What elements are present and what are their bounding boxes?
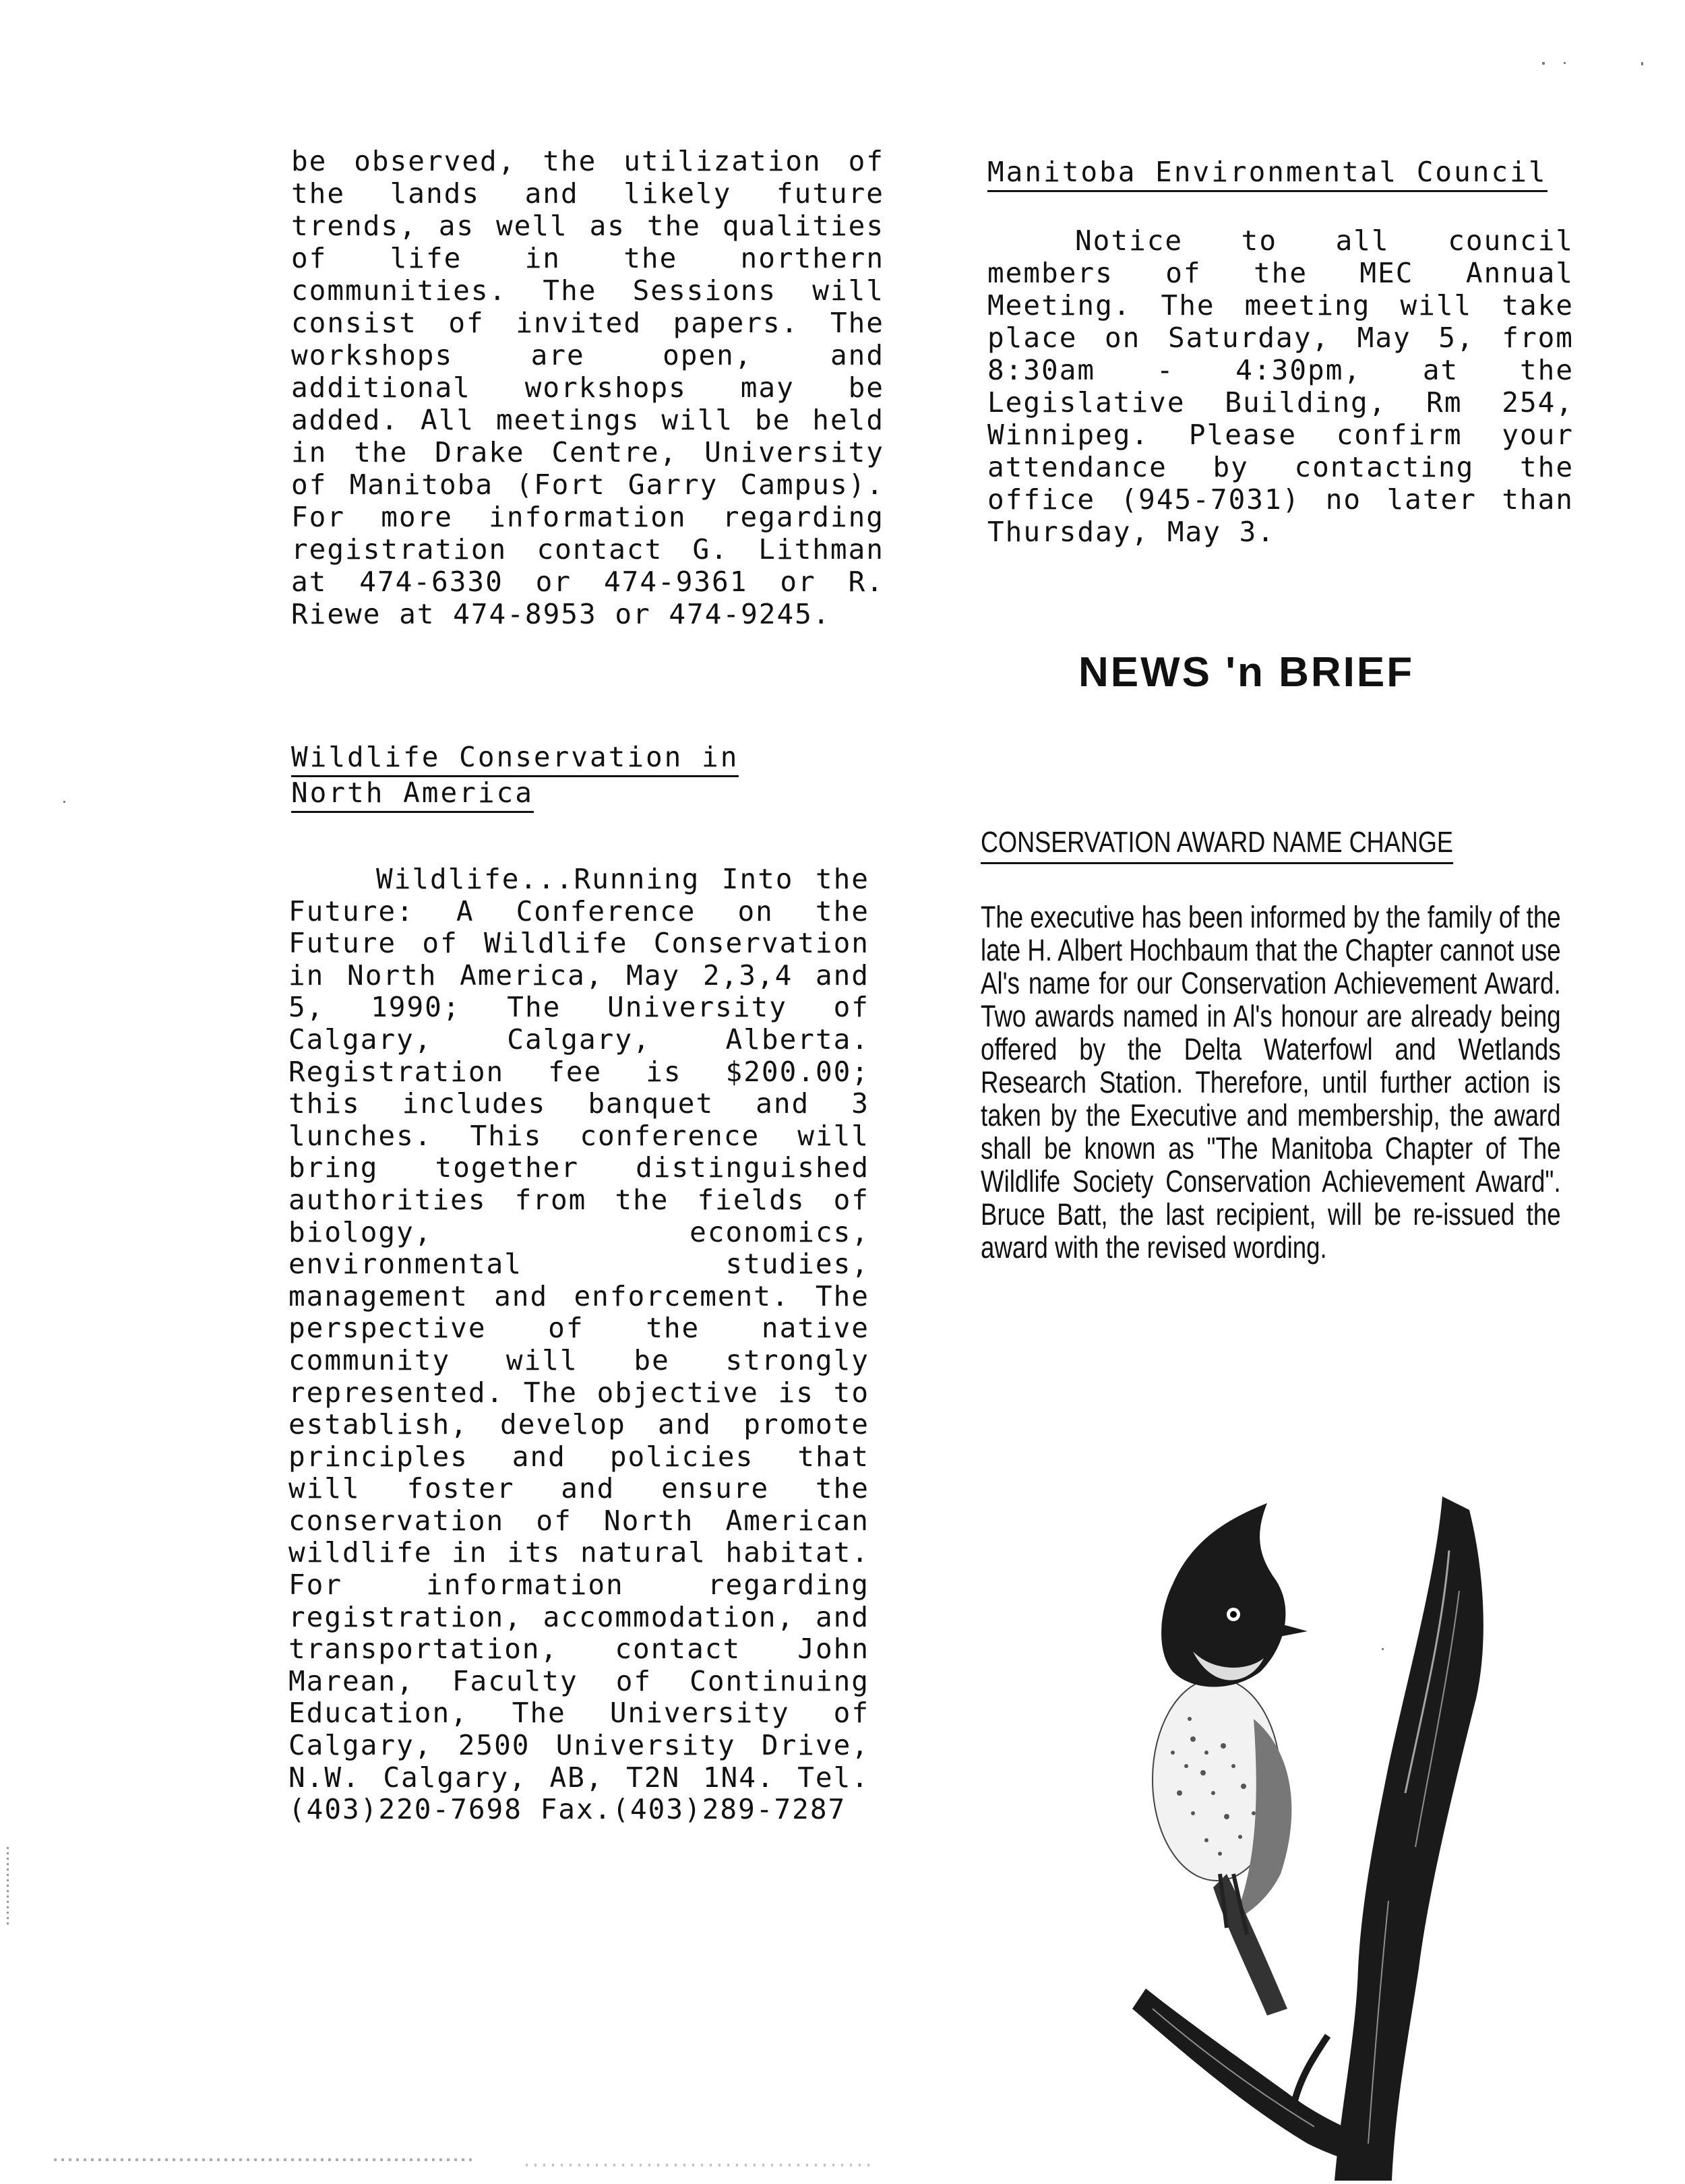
- wildlife-heading-line2: North America: [291, 777, 534, 813]
- wildlife-heading: [291, 741, 875, 813]
- bird-head: [1161, 1503, 1285, 1687]
- mec-paragraph: Notice to all council members of the MEC Annual Meeting. The meeting will take place on Saturday, May 5, from 8:30am - 4:30pm, at the Legislative Building, Rm 254, Winnipeg. Please confirm your attendance by contacting the office (945-7031) no later than Thursday, May 3.: [987, 224, 1574, 548]
- scan-bottom-noise: [54, 2158, 472, 2161]
- mec-heading: Manitoba Environmental Council: [987, 156, 1548, 192]
- scan-speck: [1542, 62, 1545, 65]
- scan-bottom-noise: [526, 2164, 876, 2166]
- scan-margin-marks: [7, 1847, 9, 1928]
- scan-speck: [63, 801, 65, 803]
- award-article: [981, 826, 1574, 1264]
- scan-speck: [1641, 62, 1643, 65]
- bird-beak: [1270, 1621, 1308, 1638]
- scan-speck: [1382, 1648, 1384, 1650]
- news-in-brief-title: NEWS 'n BRIEF: [1078, 649, 1415, 696]
- wildlife-paragraph: Wildlife...Running Into the Future: A Conference on the Future of Wildlife Conservation in North America, May 2,3,4 and 5, 1990; The University of Calgary, Calgary, Alberta. Registration fee is $200.00; this includes banquet and 3 lunches. This conference will bring together distinguished authorities from the fields of biology, economics, environmental studies, management and enforcement. The perspective of the native community will be strongly represented. The objective is to establish, develop and promote principles and policies that will foster and ensure the conservation of North American wildlife in its natural habitat. For information regarding registration, accommodation, and transportation, contact John Marean, Faculty of Continuing Education, The University of Calgary, 2500 University Drive, N.W. Calgary, AB, T2N 1N4. Tel. (403)220-7698 Fax.(403)289-7287: [288, 863, 869, 1826]
- award-heading-wrap: [981, 826, 1574, 863]
- bird-on-branch-drawing: [1092, 1496, 1564, 2181]
- branch-trunk: [1335, 1496, 1483, 2181]
- bird-illustration: [1092, 1496, 1564, 2181]
- mec-notice: [987, 156, 1581, 548]
- perch-branch: [1132, 1989, 1368, 2164]
- utilization-paragraph: be observed, the utilization of the lands and likely future trends, as well as the qualities of life in the northern communities. The Sessions will consist of invited papers. The workshops are open, and additional workshops may be added. All meetings will be held in the Drake Centre, University of Manitoba (Fort Garry Campus). For more information regarding registration contact G. Lithman at 474-6330 or 474-9361 or R. Riewe at 474-8953 or 474-9245.: [291, 145, 884, 630]
- scan-speck: [1564, 62, 1566, 64]
- wildlife-article: [288, 741, 875, 1826]
- wildlife-heading-line1: Wildlife Conservation in: [291, 741, 739, 777]
- left-column-top: [291, 145, 884, 630]
- award-paragraph: The executive has been informed by the family of the late H. Albert Hochbaum that the Chapter cannot use Al's name for our Conservation Achievement Award. Two awards named in Al's honour are already being offered by the Delta Waterfowl and Wetlands Research Station. Therefore, until further action is taken by the Executive and membership, the award shall be known as "The Manitoba Chapter of The Wildlife Society Conservation Achievement Award". Bruce Batt, the last recipient, will be re-issued the award with the revised wording.: [981, 900, 1561, 1265]
- award-heading: CONSERVATION AWARD NAME CHANGE: [981, 826, 1453, 864]
